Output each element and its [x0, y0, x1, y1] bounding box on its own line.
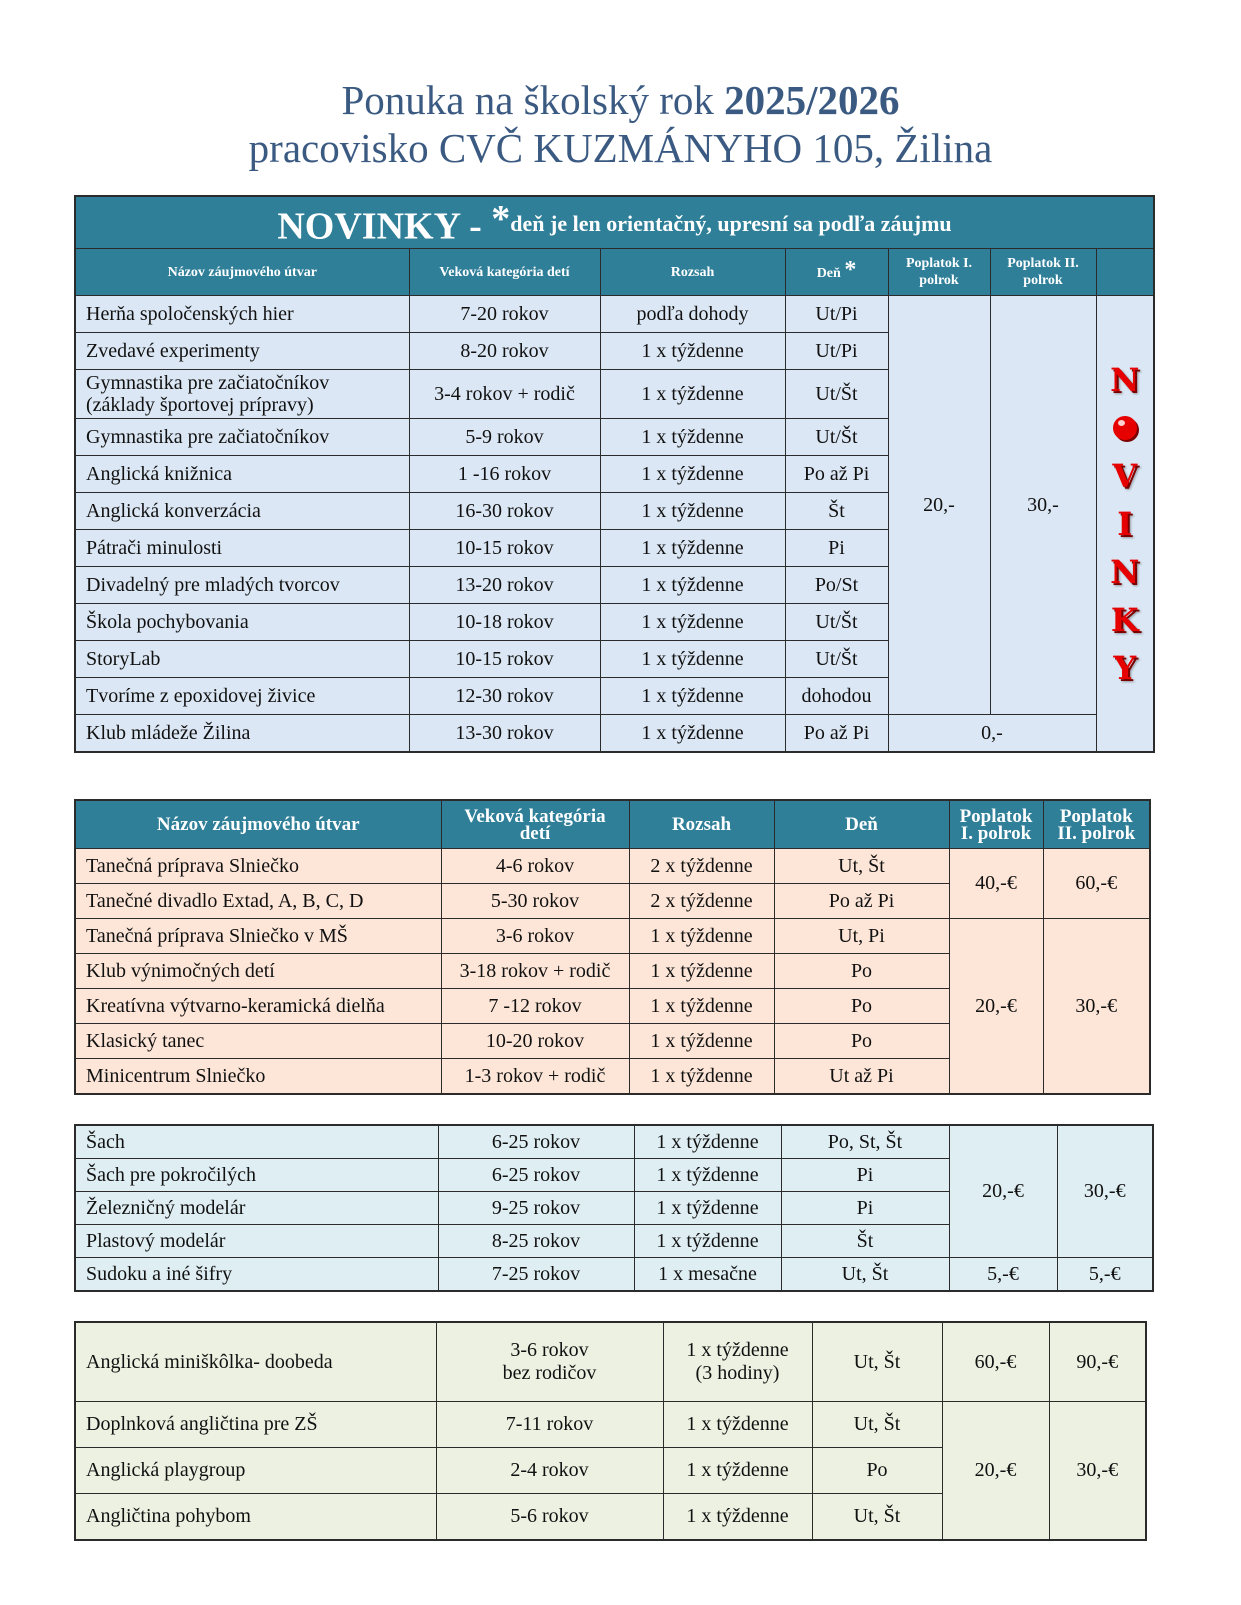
day: Št: [781, 1225, 949, 1258]
range: 1 x týždenne: [663, 1402, 812, 1448]
age-category: 10-15 rokov: [409, 641, 600, 678]
age-line2: bez rodičov: [502, 1362, 597, 1384]
day: Po: [774, 954, 949, 989]
title-line-2: pracovisko CVČ KUZMÁNYHO 105, Žilina: [248, 125, 993, 171]
activity-name: StoryLab: [75, 641, 409, 678]
vertical-letter-o-ball: [1113, 416, 1137, 440]
range: 1 x týždenne: [634, 1225, 781, 1258]
age-category: 13-20 rokov: [409, 567, 600, 604]
range: 1 x týždenne: [600, 678, 785, 715]
fee-first-half: 40,-€: [949, 849, 1043, 919]
title-year: 2025/2026: [724, 77, 900, 123]
activity-name: Gymnastika pre začiatočníkov: [75, 419, 409, 456]
age-category: 12-30 rokov: [409, 678, 600, 715]
range-line2: (3 hodiny): [695, 1362, 780, 1384]
day: Ut, Pi: [774, 919, 949, 954]
age-category: 7 -12 rokov: [441, 989, 629, 1024]
day: Ut/Št: [785, 641, 888, 678]
vertical-letter: Y: [1113, 648, 1137, 687]
table-row: [75, 919, 1150, 954]
range: 1 x týždenne: [600, 604, 785, 641]
table-row: [75, 1258, 1153, 1292]
day: Ut, Št: [781, 1258, 949, 1292]
novinky-banner-star: *: [491, 198, 511, 240]
day: Po: [774, 989, 949, 1024]
activity-name: Minicentrum Slniečko: [75, 1059, 441, 1095]
range: 1 x týždenne: [600, 567, 785, 604]
fee-first-half: 20,-€: [949, 919, 1043, 1095]
age-category: 3-6 rokov: [441, 919, 629, 954]
day: Ut/Pi: [785, 296, 888, 333]
activity-name: Kreatívna výtvarno-keramická dielňa: [75, 989, 441, 1024]
fee-second-half: 30,-€: [1057, 1125, 1153, 1258]
activity-name-line1: Gymnastika pre začiatočníkov: [86, 372, 330, 395]
range: 1 x týždenne: [600, 493, 785, 530]
table-row: [75, 296, 1154, 333]
age-category: 5-6 rokov: [436, 1494, 663, 1541]
table-row: [75, 1402, 1146, 1448]
range: 1 x týždenne: [663, 1448, 812, 1494]
day: Po až Pi: [774, 884, 949, 919]
activity-name: Anglická miniškôlka- doobeda: [75, 1322, 436, 1402]
activity-name: [75, 370, 409, 419]
day: Ut, Št: [812, 1494, 942, 1541]
day: Ut, Št: [812, 1402, 942, 1448]
age-category: 8-25 rokov: [438, 1225, 634, 1258]
activity-name: Klasický tanec: [75, 1024, 441, 1059]
header-age: Veková kategória detí: [409, 249, 600, 296]
header-range: Rozsah: [629, 800, 774, 849]
range: 1 x týždenne: [629, 919, 774, 954]
age-category: 7-25 rokov: [438, 1258, 634, 1292]
age-category: 2-4 rokov: [436, 1448, 663, 1494]
day: Po, St, Št: [781, 1125, 949, 1159]
novinky-banner-title: NOVINKY -: [277, 205, 492, 248]
age-category: 6-25 rokov: [438, 1159, 634, 1192]
fee-second-half: 60,-€: [1043, 849, 1150, 919]
age-category: 3-4 rokov + rodič: [409, 370, 600, 419]
day: Po až Pi: [785, 715, 888, 753]
fee-first-half: 5,-€: [949, 1258, 1057, 1292]
activity-name: Sudoku a iné šifry: [75, 1258, 438, 1292]
range: 1 x týždenne: [629, 954, 774, 989]
activity-name: Divadelný pre mladých tvorcov: [75, 567, 409, 604]
activity-name: Tanečná príprava Slniečko: [75, 849, 441, 884]
activity-name: Pátrači minulosti: [75, 530, 409, 567]
age-category: 16-30 rokov: [409, 493, 600, 530]
range: 1 x týždenne: [600, 641, 785, 678]
header-day-star: *: [844, 257, 857, 284]
age-category: 8-20 rokov: [409, 333, 600, 370]
age-category: [436, 1322, 663, 1402]
fee-first-half: 20,-: [888, 296, 990, 715]
day: Št: [785, 493, 888, 530]
fee-second-half: 30,-€: [1049, 1402, 1146, 1541]
range: 1 x týždenne: [629, 989, 774, 1024]
page-title: [0, 76, 1241, 172]
header-day: Deň: [774, 800, 949, 849]
fee-second-half: 30,-€: [1043, 919, 1150, 1095]
age-category: 10-20 rokov: [441, 1024, 629, 1059]
day: Pi: [785, 530, 888, 567]
activity-name: Anglická konverzácia: [75, 493, 409, 530]
range: 1 x týždenne: [634, 1159, 781, 1192]
activity-name: Šach: [75, 1125, 438, 1159]
vertical-letter: V: [1112, 456, 1138, 495]
age-category: 7-11 rokov: [436, 1402, 663, 1448]
header-age: Veková kategória detí: [441, 800, 629, 849]
activity-name-line2: (základy športovej prípravy): [86, 394, 314, 417]
fee-second-half: 30,-: [990, 296, 1096, 715]
header-range: Rozsah: [600, 249, 785, 296]
novinky-header-row: [75, 249, 1154, 296]
age-category: 1 -16 rokov: [409, 456, 600, 493]
range: 1 x týždenne: [600, 456, 785, 493]
range: 1 x týždenne: [600, 530, 785, 567]
activity-name: Herňa spoločenských hier: [75, 296, 409, 333]
header-empty: [1096, 249, 1154, 296]
activity-name: Klub mládeže Žilina: [75, 715, 409, 753]
day: Ut až Pi: [774, 1059, 949, 1095]
range: 1 x týždenne: [600, 715, 785, 753]
header-fee1: Poplatok I. polrok: [888, 249, 990, 296]
range: 1 x týždenne: [600, 419, 785, 456]
novinky-banner: [75, 196, 1154, 249]
day: Pi: [781, 1159, 949, 1192]
range: 1 x týždenne: [663, 1494, 812, 1541]
activity-name: Anglická playgroup: [75, 1448, 436, 1494]
day: Po až Pi: [785, 456, 888, 493]
fee-second-half: 5,-€: [1057, 1258, 1153, 1292]
range: podľa dohody: [600, 296, 785, 333]
day: Po: [812, 1448, 942, 1494]
day: Pi: [781, 1192, 949, 1225]
activity-name: Anglická knižnica: [75, 456, 409, 493]
range: 1 x týždenne: [600, 333, 785, 370]
table-row: [75, 849, 1150, 884]
activity-name: Šach pre pokročilých: [75, 1159, 438, 1192]
range: 1 x týždenne: [634, 1125, 781, 1159]
header-day: [785, 249, 888, 296]
vertical-letter: N: [1110, 552, 1140, 591]
english-table: [74, 1321, 1147, 1541]
age-category: 4-6 rokov: [441, 849, 629, 884]
age-line1: 3-6 rokov: [510, 1339, 589, 1361]
day: Ut/Št: [785, 604, 888, 641]
header-day-label: Deň: [816, 266, 841, 282]
age-category: 7-20 rokov: [409, 296, 600, 333]
age-category: 1-3 rokov + rodič: [441, 1059, 629, 1095]
vertical-letter: N: [1110, 360, 1140, 399]
age-category: 3-18 rokov + rodič: [441, 954, 629, 989]
day: Ut/Št: [785, 370, 888, 419]
header-fee2: Poplatok II. polrok: [1043, 800, 1150, 849]
day: Ut, Št: [774, 849, 949, 884]
range: 2 x týždenne: [629, 884, 774, 919]
activity-name: Škola pochybovania: [75, 604, 409, 641]
dance-art-table: [74, 799, 1151, 1095]
novinky-banner-note: deň je len orientačný, upresní sa podľa záujmu: [510, 211, 952, 236]
header-name: Názov záujmového útvar: [75, 249, 409, 296]
novinky-table: [74, 195, 1155, 753]
age-category: 10-15 rokov: [409, 530, 600, 567]
day: dohodou: [785, 678, 888, 715]
age-category: 5-30 rokov: [441, 884, 629, 919]
range: 1 x mesačne: [634, 1258, 781, 1292]
range: [663, 1322, 812, 1402]
activity-name: Tanečné divadlo Extad, A, B, C, D: [75, 884, 441, 919]
title-line-1: [0, 76, 1241, 124]
table2-header-row: [75, 800, 1150, 849]
activity-name: Plastový modelár: [75, 1225, 438, 1258]
fee-free: 0,-: [888, 715, 1096, 753]
day: Ut/Pi: [785, 333, 888, 370]
age-category: 6-25 rokov: [438, 1125, 634, 1159]
range-line1: 1 x týždenne: [686, 1339, 789, 1361]
day: Po/St: [785, 567, 888, 604]
vertical-letter: K: [1110, 600, 1139, 639]
novinky-vertical-label: [1096, 296, 1154, 753]
age-category: 5-9 rokov: [409, 419, 600, 456]
day: Ut/Št: [785, 419, 888, 456]
range: 1 x týždenne: [634, 1192, 781, 1225]
hobby-table: [74, 1124, 1154, 1292]
table-row: [75, 715, 1154, 753]
range: 1 x týždenne: [629, 1059, 774, 1095]
age-category: 13-30 rokov: [409, 715, 600, 753]
fee-first-half: 20,-€: [942, 1402, 1049, 1541]
header-fee1: Poplatok I. polrok: [949, 800, 1043, 849]
header-name: Názov záujmového útvar: [75, 800, 441, 849]
day: Ut, Št: [812, 1322, 942, 1402]
fee-second-half: 90,-€: [1049, 1322, 1146, 1402]
activity-name: Železničný modelár: [75, 1192, 438, 1225]
header-fee2: Poplatok II. polrok: [990, 249, 1096, 296]
activity-name: Tvoríme z epoxidovej živice: [75, 678, 409, 715]
range: 1 x týždenne: [600, 370, 785, 419]
table-row: [75, 1125, 1153, 1159]
activity-name: Tanečná príprava Slniečko v MŠ: [75, 919, 441, 954]
fee-first-half: 60,-€: [942, 1322, 1049, 1402]
vertical-letter: I: [1117, 504, 1133, 543]
title-prefix: Ponuka na školský rok: [341, 77, 714, 123]
range: 1 x týždenne: [629, 1024, 774, 1059]
activity-name: Klub výnimočných detí: [75, 954, 441, 989]
age-category: 10-18 rokov: [409, 604, 600, 641]
activity-name: Zvedavé experimenty: [75, 333, 409, 370]
activity-name: Angličtina pohybom: [75, 1494, 436, 1541]
range: 2 x týždenne: [629, 849, 774, 884]
day: Po: [774, 1024, 949, 1059]
age-category: 9-25 rokov: [438, 1192, 634, 1225]
activity-name: Doplnková angličtina pre ZŠ: [75, 1402, 436, 1448]
table-row: [75, 1322, 1146, 1402]
fee-first-half: 20,-€: [949, 1125, 1057, 1258]
